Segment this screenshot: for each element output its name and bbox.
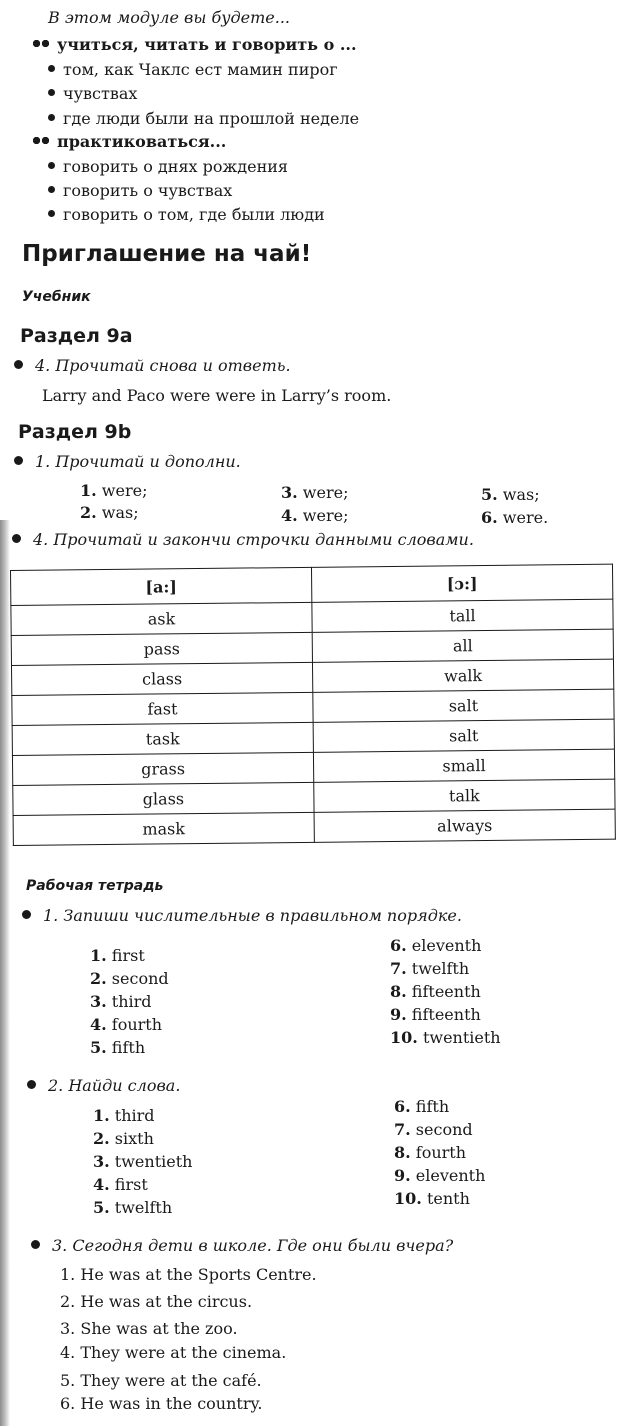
workbook-task2: 2. Найди слова. (27, 1076, 180, 1095)
table-cell: walk (312, 659, 613, 692)
answer-item: 2. sixth (93, 1129, 154, 1148)
table-cell: pass (11, 632, 312, 665)
answer-item: 7. second (394, 1120, 473, 1139)
practice-heading: практиковаться... (33, 132, 226, 151)
section-9a-task: 4. Прочитай снова и ответь. (14, 356, 291, 375)
table-cell: all (312, 629, 613, 662)
answer-item: 2. was; (80, 503, 139, 522)
answer-item: 5. fifth (90, 1038, 146, 1057)
workbook-task1: 1. Запиши числительные в правильном порядке. (22, 906, 462, 925)
table-cell: glass (13, 782, 314, 815)
answer-item: 1. first (90, 946, 145, 965)
table-header-cell: [ɔ:] (311, 564, 612, 602)
answer-item: 4. were; (281, 506, 349, 525)
section-9a-heading: Раздел 9a (20, 325, 133, 347)
table-row (13, 809, 615, 845)
answer-item: 3. twentieth (93, 1152, 193, 1171)
answer-item: 9. fifteenth (390, 1005, 481, 1024)
answer-item: 3. She was at the zoo. (60, 1319, 238, 1338)
table-cell: fast (12, 692, 313, 725)
answer-item: 4. They were at the cinema. (60, 1343, 287, 1362)
answer-item: 10. twentieth (390, 1028, 501, 1047)
answer-item: 8. fourth (394, 1143, 467, 1162)
answer-item: 2. He was at the circus. (60, 1292, 253, 1311)
learn-item: где люди были на прошлой неделе (48, 109, 359, 128)
workbook-task3: 3. Сегодня дети в школе. Где они были вчера? (31, 1236, 453, 1255)
answer-item: 3. were; (281, 483, 349, 502)
answer-item: 1. were; (80, 481, 148, 500)
table-cell: always (314, 809, 615, 842)
answer-item: 1. third (93, 1106, 155, 1125)
answer-item: 7. twelfth (390, 959, 470, 978)
answer-item: 4. fourth (90, 1015, 163, 1034)
table-cell: class (12, 662, 313, 695)
answer-item: 5. They were at the café. (60, 1371, 262, 1390)
table-cell: tall (312, 599, 613, 632)
table-cell: salt (313, 689, 614, 722)
page-title: Приглашение на чай! (22, 241, 312, 267)
practice-item: говорить о том, где были люди (48, 205, 325, 224)
answer-item: 6. He was in the country. (60, 1394, 263, 1413)
section-9b-task4: 4. Прочитай и закончи строчки данными словами. (12, 530, 474, 549)
table-cell: ask (11, 602, 312, 635)
answer-item: 4. first (93, 1175, 148, 1194)
intro-title: В этом модуле вы будете... (48, 8, 291, 27)
practice-item: говорить о днях рождения (48, 157, 288, 176)
table-cell: small (313, 749, 614, 782)
section-9b-heading: Раздел 9b (18, 421, 132, 443)
table-cell: grass (12, 752, 313, 785)
answer-item: 10. tenth (394, 1189, 470, 1208)
answer-item: 6. eleventh (390, 936, 482, 955)
answer-item: 5. was; (481, 485, 540, 504)
answer-item: 3. third (90, 992, 152, 1011)
table-cell: task (12, 722, 313, 755)
section-9b-task1: 1. Прочитай и дополни. (14, 452, 241, 471)
section-9a-answer: Larry and Paco were were in Larry’s room. (42, 386, 392, 405)
answer-item: 8. fifteenth (390, 982, 481, 1001)
learn-item: том, как Чаклс ест мамин пирог (48, 60, 338, 79)
textbook-label: Учебник (22, 289, 91, 305)
table-cell: salt (313, 719, 614, 752)
answer-item: 1. He was at the Sports Centre. (60, 1265, 317, 1284)
table-cell: mask (13, 812, 314, 845)
answer-item: 6. were. (481, 508, 549, 527)
answer-item: 6. fifth (394, 1097, 450, 1116)
workbook-label: Рабочая тетрадь (26, 878, 164, 894)
table-header-cell: [a:] (11, 567, 312, 605)
learn-item: чувствах (48, 84, 137, 103)
table-cell: talk (314, 779, 615, 812)
practice-item: говорить о чувствах (48, 181, 232, 200)
answer-item: 5. twelfth (93, 1198, 173, 1217)
answer-item: 2. second (90, 969, 169, 988)
scan-edge-shadow (0, 520, 10, 1426)
answer-item: 9. eleventh (394, 1166, 486, 1185)
learn-heading: учиться, читать и говорить о ... (33, 35, 357, 54)
vowel-table (10, 564, 616, 846)
